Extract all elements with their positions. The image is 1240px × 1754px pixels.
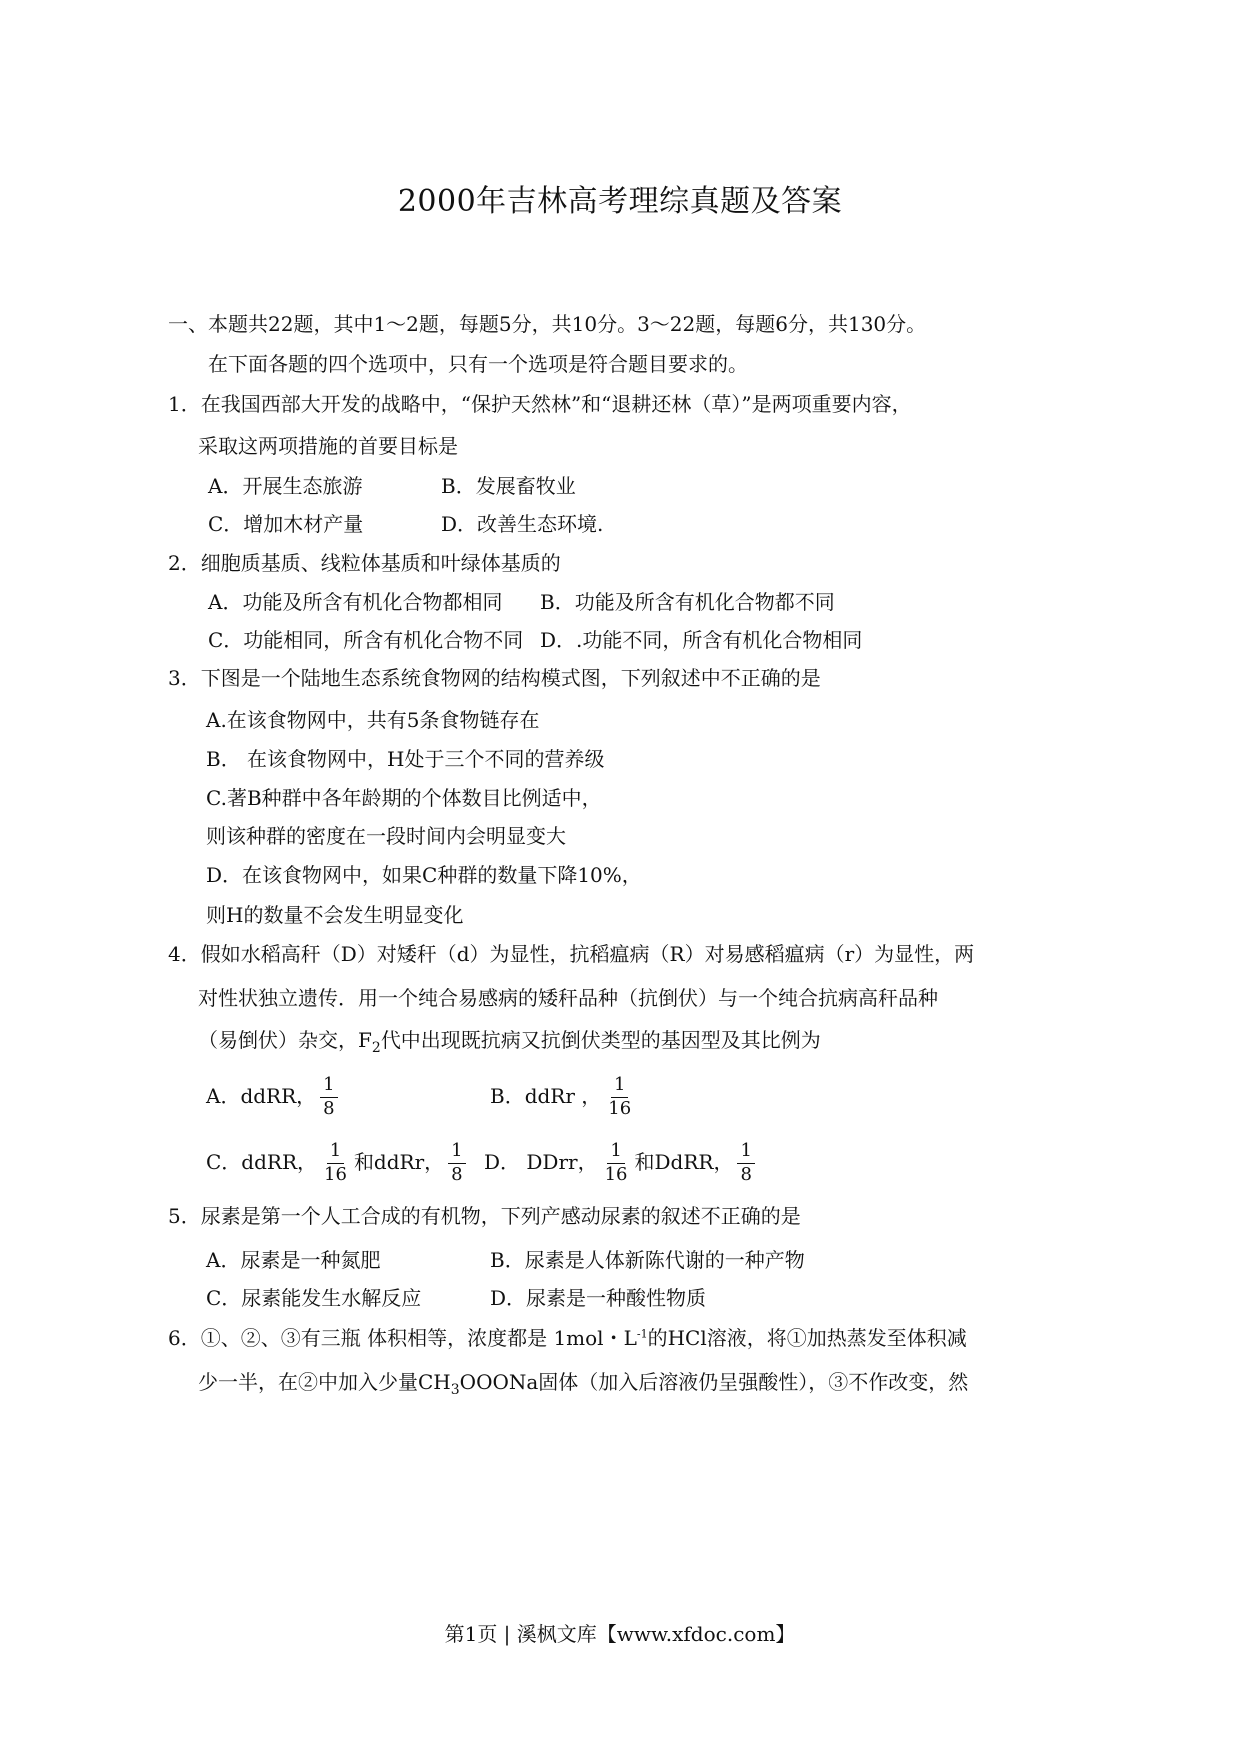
q4-option-c: C．ddRR， $\frac{1}{16}$ 和ddRr， $\frac{1}{8}$ (206, 1142, 470, 1185)
q4-stem-line2: 对性状独立遗传．用一个纯合易感病的矮秆品种（抗倒伏）与一个纯合抗病高秆品种 (198, 986, 938, 1010)
q4-option-d: D． DDrr， $\frac{1}{16}$ 和DdRR， $\frac{1}{8}$ (484, 1142, 759, 1185)
q3-option-d-line2: 则H的数量不会发生明显变化 (206, 903, 464, 927)
q4-option-a: A．ddRR， $\frac{1}{8}$ (206, 1076, 342, 1119)
fraction: $\frac{1}{16}$ (324, 1140, 347, 1185)
q4-stem-line3: （易倒伏）杂交，$F_2$代中出现既抗病又抗倒伏类型的基因型及其比例为 (198, 1028, 821, 1056)
q5-option-b: B．尿素是人体新陈代谢的一种产物 (490, 1248, 805, 1272)
q2-stem: 2．细胞质基质、线粒体基质和叶绿体基质的 (168, 551, 561, 575)
q2-option-c: C．功能相同，所含有机化合物不同 (208, 628, 524, 652)
q3-option-b: B． 在该食物网中，H处于三个不同的营养级 (206, 747, 605, 771)
q1-option-b: B．发展畜牧业 (441, 474, 576, 498)
q2-option-a: A．功能及所含有机化合物都相同 (208, 590, 503, 614)
section-instruction: 在下面各题的四个选项中，只有一个选项是符合题目要求的。 (208, 352, 748, 376)
q2-option-b: B．功能及所含有机化合物都不同 (540, 590, 835, 614)
fraction: $\frac{1}{16}$ (608, 1074, 632, 1119)
q6-stem-line1: 6．①、②、③有三瓶 体积相等，浓度都是 1mol・$L^{-1}$的HCl溶液，将①加热蒸发至体积减 (168, 1326, 967, 1350)
section-heading: 一、本题共22题，其中1～2题，每题5分，共10分。3～22题，每题6分，共130分。 (168, 312, 927, 336)
page-title: 2000年吉林高考理综真题及答案 (397, 184, 843, 219)
q4-option-b: B．ddRr ， $\frac{1}{16}$ (490, 1076, 638, 1119)
q5-option-d: D．尿素是一种酸性物质 (490, 1286, 707, 1310)
q1-stem-line2: 采取这两项措施的首要目标是 (198, 434, 458, 458)
q3-option-d-line1: D．在该食物网中，如果C种群的数量下降10%， (206, 863, 642, 887)
fraction: $\frac{1}{8}$ (448, 1142, 465, 1185)
page-footer: 第1页 | 溪枫文库【www.xfdoc.com】 (444, 1622, 796, 1646)
q4-stem-line1: 4．假如水稻高秆（D）对矮秆（d）为显性，抗稻瘟病（R）对易感稻瘟病（r）为显性，两 (168, 942, 975, 966)
q3-stem: 3．下图是一个陆地生态系统食物网的结构模式图，下列叙述中不正确的是 (168, 666, 821, 690)
q5-option-c: C．尿素能发生水解反应 (206, 1286, 422, 1310)
fraction: $\frac{1}{8}$ (737, 1142, 754, 1185)
fraction: $\frac{1}{16}$ (604, 1140, 628, 1185)
q1-option-d: D．改善生态环境. (441, 512, 604, 536)
q6-stem-line2: 少一半，在②中加入少量$CH_3OOONa$固体（加入后溶液仍呈强酸性），③不作改变，然 (198, 1370, 969, 1398)
q2-option-d: D．.功能不同，所含有机化合物相同 (540, 628, 863, 652)
q1-stem-line1: 1．在我国西部大开发的战略中，“保护天然林”和“退耕还林（草）”是两项重要内容， (168, 392, 912, 416)
q1-option-c: C．增加木材产量 (208, 512, 364, 536)
q5-option-a: A．尿素是一种氮肥 (206, 1248, 381, 1272)
q5-stem: 5．尿素是第一个人工合成的有机物，下列产感动尿素的叙述不正确的是 (168, 1204, 801, 1228)
fraction: $\frac{1}{8}$ (320, 1076, 337, 1119)
q1-option-a: A．开展生态旅游 (208, 474, 363, 498)
q3-option-c-line1: C.著B种群中各年龄期的个体数目比例适中， (206, 786, 602, 810)
q3-option-a: A.在该食物网中，共有5条食物链存在 (206, 708, 540, 732)
q3-option-c-line2: 则该种群的密度在一段时间内会明显变大 (206, 824, 566, 848)
